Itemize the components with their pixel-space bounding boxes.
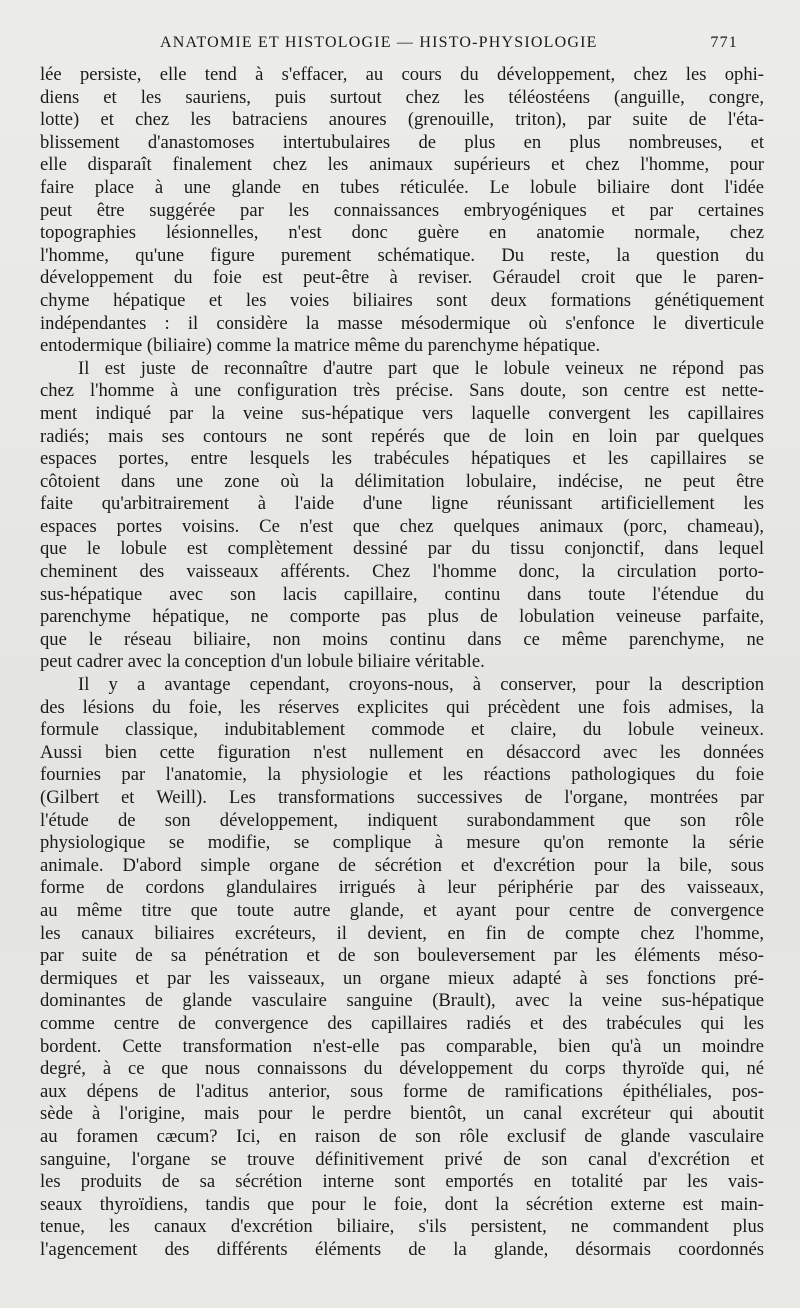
text-line: que le lobule est complètement dessiné par du tissu conjonctif, dans lequel [40, 538, 764, 560]
text-line: faite qu'arbitrairement à l'aide d'une ligne réunissant artificiellement les [40, 493, 764, 515]
text-line: chez l'homme à une configuration très précise. Sans doute, son centre est nette- [40, 380, 764, 402]
text-line: fournies par l'anatomie, la physiologie et les réactions pathologiques du foie [40, 764, 764, 786]
text-line: l'homme, qu'une figure purement schématique. Du reste, la question du [40, 244, 764, 266]
text-line: l'agencement des différents éléments de la glande, désormais coordonnés [40, 1238, 764, 1260]
text-line: Il y a avantage cependant, croyons-nous, à conserver, pour la description [78, 674, 764, 696]
text-line: blissement d'anastomoses intertubulaires de plus en plus nombreuses, et [40, 131, 764, 153]
running-header [40, 28, 764, 58]
page-body [40, 64, 764, 1261]
text-line: les produits de sa sécrétion interne sont emportés en totalité par les vais- [40, 1171, 764, 1193]
text-line: côtoient dans une zone où la délimitation lobulaire, indécise, ne peut être [40, 470, 764, 492]
text-line: faire place à une glande en tubes réticulée. Le lobule biliaire dont l'idée [40, 176, 764, 198]
text-line: dominantes de glande vasculaire sanguine (Brault), avec la veine sus-hépatique [40, 990, 764, 1012]
text-line: comme centre de convergence des capillaires radiés et des trabécules qui les [40, 1012, 764, 1034]
text-line: indépendantes : il considère la masse mésodermique où s'enfonce le diverticule [40, 312, 764, 334]
text-line: formule classique, indubitablement commode et claire, du lobule veineux. [40, 719, 764, 741]
text-line: ment indiqué par la veine sus-hépatique vers laquelle convergent les capillaires [40, 402, 764, 424]
text-line: lotte) et chez les batraciens anoures (grenouille, triton), par suite de l'éta- [40, 109, 764, 131]
text-line: chyme hépatique et les voies biliaires sont deux formations génétiquement [40, 289, 764, 311]
text-line: parenchyme hépatique, ne comporte pas plus de lobulation veineuse parfaite, [40, 606, 764, 628]
text-line: que le réseau biliaire, non moins continu dans ce même parenchyme, ne [40, 628, 764, 650]
text-line: physiologique se modifie, se complique à mesure qu'on remonte la série [40, 832, 764, 854]
page-number: 771 [710, 34, 738, 51]
header-title: ANATOMIE ET HISTOLOGIE — HISTO-PHYSIOLOGIE [160, 34, 598, 51]
text-line: sus-hépatique avec son lacis capillaire, continu dans toute l'étendue du [40, 583, 764, 605]
text-line: forme de cordons glandulaires irrigués à leur périphérie par des vaisseaux, [40, 877, 764, 899]
text-line: au même titre que toute autre glande, et ayant pour centre de convergence [40, 899, 764, 921]
text-line: les canaux biliaires excréteurs, il devient, en fin de compte chez l'homme, [40, 922, 764, 944]
text-line: degré, à ce que nous connaissons du développement du corps thyroïde qui, né [40, 1058, 764, 1080]
text-line: cheminent des vaisseaux afférents. Chez l'homme donc, la circulation porto- [40, 561, 764, 583]
text-line: espaces portes, entre lesquels les trabécules hépatiques et les capillaires se [40, 448, 764, 470]
text-line: peut être suggérée par les connaissances embryogéniques et par certaines [40, 199, 764, 221]
text-line: topographies lésionnelles, n'est donc guère en anatomie normale, chez [40, 222, 764, 244]
text-line: elle disparaît finalement chez les animaux supérieurs et chez l'homme, pour [40, 154, 764, 176]
text-line: sède à l'origine, mais pour le perdre bientôt, un canal excréteur qui aboutit [40, 1103, 764, 1125]
text-line: bordent. Cette transformation n'est-elle pas comparable, bien qu'à un moindre [40, 1035, 764, 1057]
text-line: radiés; mais ses contours ne sont repérés que de loin en loin par quelques [40, 425, 764, 447]
text-line: Aussi bien cette figuration n'est nullement en désaccord avec les données [40, 741, 764, 763]
text-line: espaces portes voisins. Ce n'est que chez quelques animaux (porc, chameau), [40, 515, 764, 537]
text-line: développement du foie est peut-être à reviser. Géraudel croit que le paren- [40, 267, 764, 289]
text-line: par suite de sa pénétration et de son bouleversement par les éléments méso- [40, 945, 764, 967]
text-line: (Gilbert et Weill). Les transformations successives de l'organe, montrées par [40, 787, 764, 808]
text-line: au foramen cæcum? Ici, en raison de son rôle exclusif de glande vasculaire [40, 1125, 764, 1147]
text-line: entodermique (biliaire) comme la matrice même du parenchyme hépatique. [40, 335, 601, 357]
text-line: lée persiste, elle tend à s'effacer, au cours du développement, chez les ophi- [40, 64, 764, 85]
text-line: l'étude de son développement, indiquent surabondamment que son rôle [40, 809, 764, 831]
text-line: diens et les sauriens, puis surtout chez les téléostéens (anguille, congre, [40, 86, 764, 108]
text-line: peut cadrer avec la conception d'un lobule biliaire véritable. [40, 651, 485, 673]
text-line: animale. D'abord simple organe de sécrétion et d'excrétion pour la bile, sous [40, 854, 764, 876]
text-line: des lésions du foie, les réserves explicites qui précèdent une fois admises, la [40, 696, 764, 718]
text-line: aux dépens de l'aditus anterior, sous forme de ramifications épithéliales, pos- [40, 1080, 764, 1102]
text-line: dermiques et par les vaisseaux, un organe mieux adapté à ses fonctions pré- [40, 967, 764, 989]
text-line: tenue, les canaux d'excrétion biliaire, s'ils persistent, ne commandent plus [40, 1216, 764, 1238]
text-line: sanguine, l'organe se trouve définitivement privé de son canal d'excrétion et [40, 1148, 764, 1170]
text-line: seaux thyroïdiens, tandis que pour le foie, dont la sécrétion externe est main- [40, 1193, 764, 1215]
text-line: Il est juste de reconnaître d'autre part que le lobule veineux ne répond pas [78, 357, 764, 379]
